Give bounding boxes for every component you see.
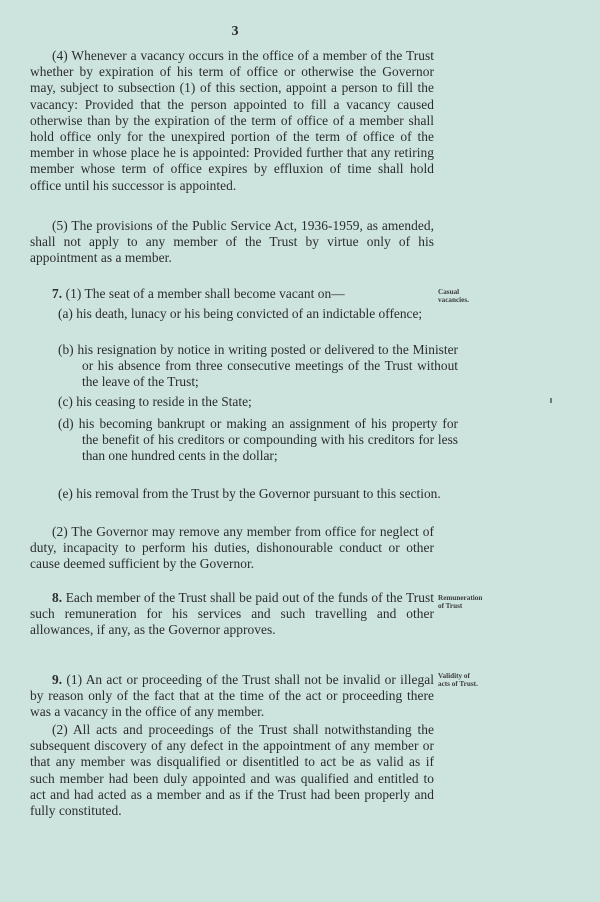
margin-note-7-line-2: vacancies.: [438, 296, 469, 304]
subsection-6-5: (5) The provisions of the Public Service Act, 1936-1959, as amended, shall not apply to any member of the Trust by virtue only of his appointment as a member.: [30, 218, 434, 266]
paper-speck: [550, 398, 552, 403]
subsection-9-2: (2) All acts and proceedings of the Trust shall notwithstanding the subsequent discovery of any defect in the appointment of any member or that any member was disqualified or disentitled to act be as valid as if such member had been duly appointed and was qualified and entitled to act and had acted as a member and as if the Trust had been properly and fully constituted.: [30, 722, 434, 819]
subsection-6-4: (4) Whenever a vacancy occurs in the office of a member of the Trust whether by expiration of his term of office or otherwise the Governor may, subject to subsection (1) of this section, appoint a person to fill the vacancy: Provided that the person appointed to fill a vacancy caused otherwise than by the expiration of the term of office of a member shall hold office only for the unexpired portion of the term of office of the member in whose place he is appointed: Provided further that any retiring member whose term of office expires by effluxion of time shall hold office until his successor is appointed.: [30, 48, 434, 193]
margin-note-validity: [438, 672, 508, 688]
clause-7-c: (c) his ceasing to reside in the State;: [58, 394, 252, 409]
section-8: [30, 590, 434, 639]
section-7-1-text: (1) The seat of a member shall become vacant on—: [65, 286, 345, 301]
section-9-subsection-1: [30, 672, 434, 721]
margin-note-9-line-2: acts of Trust.: [438, 680, 478, 688]
margin-note-casual-vacancies: [438, 288, 508, 304]
margin-note-9-line-1: Validity of: [438, 672, 470, 680]
clause-7-d: (d) his becoming bankrupt or making an assignment of his property for the benefit of his creditors or compounding with his creditors for less than one hundred cents in the dollar;: [58, 416, 458, 464]
clause-7-e: (e) his removal from the Trust by the Governor pursuant to this section.: [58, 486, 441, 501]
margin-note-7-line-1: Casual: [438, 288, 460, 296]
section-7-subsection-1: [30, 286, 434, 302]
subsection-7-2: (2) The Governor may remove any member from office for neglect of duty, incapacity to perform his duties, dishonourable conduct or other cause deemed sufficient by the Governor.: [30, 524, 434, 572]
section-8-text: Each member of the Trust shall be paid out of the funds of the Trust such remuneration for his services and such travelling and other allowances, if any, as the Governor approves.: [30, 590, 434, 638]
section-7-number: 7.: [52, 286, 63, 301]
clause-7-b: (b) his resignation by notice in writing posted or delivered to the Minister or his absence from three consecutive meetings of the Trust without the leave of the Trust;: [58, 342, 458, 390]
section-9-1-text: (1) An act or proceeding of the Trust shall not be invalid or illegal by reason only of the fact that at the time of the act or proceeding there was a vacancy in the office of any member.: [30, 672, 434, 720]
margin-note-8-line-1: Remuneration: [438, 594, 483, 602]
section-8-number: 8.: [52, 590, 63, 605]
page-number: 3: [231, 24, 239, 39]
margin-note-8-line-2: of Trust: [438, 602, 463, 610]
clause-7-a: (a) his death, lunacy or his being convicted of an indictable offence;: [58, 306, 423, 321]
margin-note-remuneration: [438, 594, 508, 610]
section-9-number: 9.: [52, 672, 63, 687]
